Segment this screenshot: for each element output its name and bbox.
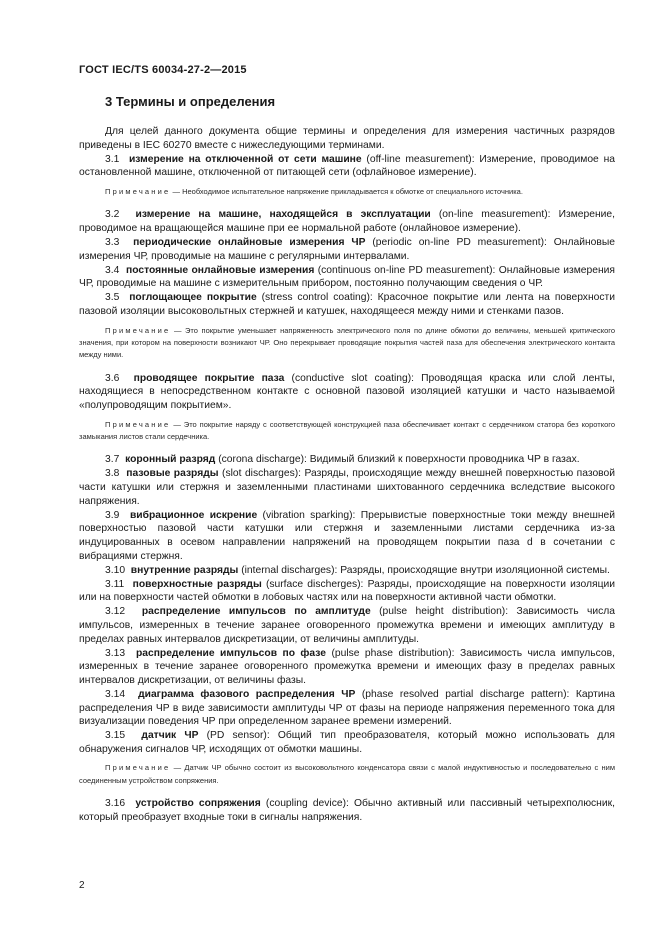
term-definition: (continuous on-line PD measurement): Онлайновые измерения ЧР, проводимые на машине с измерительным прибором, постоянно получающим сведения о ЧР. <box>79 264 615 290</box>
term-definition: (conductive slot coating): Проводящая краска или слой ленты, находящиеся в непосредственном контакте с основной пазовой изоляцией катушки и часто называемой «полупроводящим покрытием». <box>79 372 615 411</box>
note-3-1 <box>79 186 615 198</box>
term-number: 3.13 <box>105 647 126 659</box>
note-text: — Это покрытие наряду с соответствующей конструкцией паза обеспечивает контакт с сердечником статора без короткого замыкания листов стали сердечника. <box>79 419 615 441</box>
term-3-2 <box>79 208 615 235</box>
term-3-11 <box>79 578 615 605</box>
term-3-8 <box>79 467 615 508</box>
term-3-7 <box>79 453 615 467</box>
term-number: 3.11 <box>105 578 125 590</box>
term-definition: (slot discharges): Разряды, происходящие между внешней поверхностью пазовой части катушки или стержня и заземленными пластинами шихтованного сердечника вследствие высокого напряжения. <box>79 468 616 507</box>
term-name: диаграмма фазового распределения ЧР <box>138 688 356 700</box>
term-name: измерение на отключенной от сети машине <box>128 153 362 165</box>
term-number: 3.3 <box>105 236 120 248</box>
intro-paragraph: Для целей данного документа общие термины и определения для измерения частичных разрядов приведены в IEC 60270 вместе с нижеследующими терминами. <box>79 126 615 151</box>
term-name: периодические онлайновые измерения ЧР <box>133 236 366 248</box>
note-3-15 <box>79 762 615 787</box>
document-body <box>79 125 615 825</box>
page-number: 2 <box>79 880 85 891</box>
term-name: коронный разряд <box>125 454 216 466</box>
section-title: 3 Термины и определения <box>105 94 276 109</box>
term-definition: (corona discharge): Видимый близкий к поверхности проводника ЧР в газах. <box>215 454 580 466</box>
term-3-1 <box>79 153 615 180</box>
note-3-5 <box>79 325 615 362</box>
term-number: 3.7 <box>105 454 120 466</box>
term-name: поверхностные разряды <box>132 578 262 590</box>
term-name: устройство сопряжения <box>135 798 261 810</box>
term-definition: (phase resolved partial discharge pattern): Картина распределения ЧР в виде зависимости амплитуды ЧР от фазы на периоде напряжения переменного тока для визуализации поведения ЧР при определенном заранее времени измерений. <box>79 688 615 728</box>
note-text: — Это покрытие уменьшает напряженность электрического поля по длине обмотки до величины, меньшей критического значения, при котором на поверхности возникают ЧР. Оно перекрывает проводящие покрытия частей паза для обеспечения электрического контакта между ними. <box>79 325 615 360</box>
term-number: 3.12 <box>105 606 126 618</box>
term-3-16 <box>79 797 615 824</box>
term-3-12 <box>79 605 615 646</box>
term-number: 3.14 <box>105 688 126 700</box>
note-text: — Датчик ЧР обычно состоит из высоковольтного конденсатора связи с малой индуктивностью и последовательно с ним соединенным устройством сопряжения. <box>79 763 615 785</box>
term-3-10 <box>79 564 615 578</box>
term-3-15 <box>79 729 615 756</box>
term-3-5 <box>79 291 615 318</box>
term-3-14 <box>79 688 615 729</box>
term-definition: (pulse height distribution): Зависимость числа импульсов, измеренных в течение заранее оговоренного промежутка времени и имеющих амплитуду в пределах равных интервалов дискретизации, от величины амплитуды. <box>79 606 615 645</box>
note-3-6 <box>79 419 615 444</box>
term-name: датчик ЧР <box>141 730 199 742</box>
term-number: 3.8 <box>105 468 120 480</box>
term-number: 3.5 <box>105 292 120 304</box>
note-label: Примечание <box>105 763 171 773</box>
term-name: поглощающее покрытие <box>129 292 257 304</box>
term-definition: (periodic on-line PD measurement): Онлайновые измерения ЧР, проводимые на машине с регулярными интервалами. <box>79 236 615 262</box>
term-number: 3.10 <box>105 564 126 576</box>
term-name: измерение на машине, находящейся в эксплуатации <box>135 209 431 221</box>
term-number: 3.1 <box>105 153 120 165</box>
term-definition: (off-line measurement): Измерение, проводимое на остановленной машине, отключенной от питающей сети (офлайновое измерение). <box>79 153 615 179</box>
term-number: 3.6 <box>105 372 120 384</box>
term-name: распределение импульсов по амплитуде <box>141 606 371 618</box>
term-definition: (internal discharges): Разряды, происходящие внутри изоляционной системы. <box>238 564 610 576</box>
term-definition: (on-line measurement): Измерение, проводимое на вращающейся машине при ее нормальной работе (онлайновое измерение). <box>79 209 615 234</box>
term-3-3 <box>79 236 615 263</box>
note-text: — Необходимое испытательное напряжение прикладывается к обмотке от специального источника. <box>170 186 523 196</box>
term-3-4 <box>79 264 615 291</box>
term-3-13 <box>79 647 615 688</box>
note-label: Примечание <box>105 419 171 429</box>
term-number: 3.16 <box>105 798 126 810</box>
term-definition: (PD sensor): Общий тип преобразователя, который можно использовать для обнаружения сигналов ЧР, исходящих от обмотки машины. <box>79 730 615 755</box>
term-name: пазовые разряды <box>126 468 219 480</box>
note-label: Примечание <box>105 325 171 335</box>
term-definition: (vibration sparking): Прерывистые поверхностные токи между внешней поверхностью пазовой части катушки или стержня и заземленными листами сердечника из-за индуцированных в осевом направлении напряжений на проводящем покрытии паза d в сочетании с вибрациями стержня. <box>79 509 615 562</box>
term-name: распределение импульсов по фазе <box>135 647 326 659</box>
document-header: ГОСТ IEC/TS 60034-27-2—2015 <box>79 64 247 76</box>
term-number: 3.4 <box>105 264 120 276</box>
term-number: 3.9 <box>105 509 120 521</box>
term-3-9 <box>79 509 615 563</box>
term-name: проводящее покрытие паза <box>133 372 285 384</box>
term-name: внутренние разряды <box>130 564 239 576</box>
term-number: 3.15 <box>105 730 126 742</box>
term-definition: (stress control coating): Красочное покрытие или лента на поверхности пазовой изоляции высоковольтных стержней и катушек, находящееся между ними и стенками пазов. <box>79 292 615 317</box>
term-name: постоянные онлайновые измерения <box>126 264 315 276</box>
term-definition: (pulse phase distribution): Зависимость числа импульсов, измеренных в течение заранее оговоренного промежутка времени и имеющих фазу в пределах равных интервалов дискретизации, от величины фазы. <box>79 647 615 686</box>
note-label: Примечание <box>105 186 171 196</box>
term-name: вибрационное искрение <box>129 509 258 521</box>
term-definition: (surface discherges): Разряды, происходящие на поверхности изоляции или на поверхности частей обмотки в лобовых частях или на поверхности активной части обмотки. <box>79 578 615 604</box>
term-3-6 <box>79 372 615 413</box>
term-number: 3.2 <box>105 209 120 221</box>
term-definition: (coupling device): Обычно активный или пассивный четырехполюсник, который преобразует входные токи в сигналы напряжения. <box>79 798 615 823</box>
